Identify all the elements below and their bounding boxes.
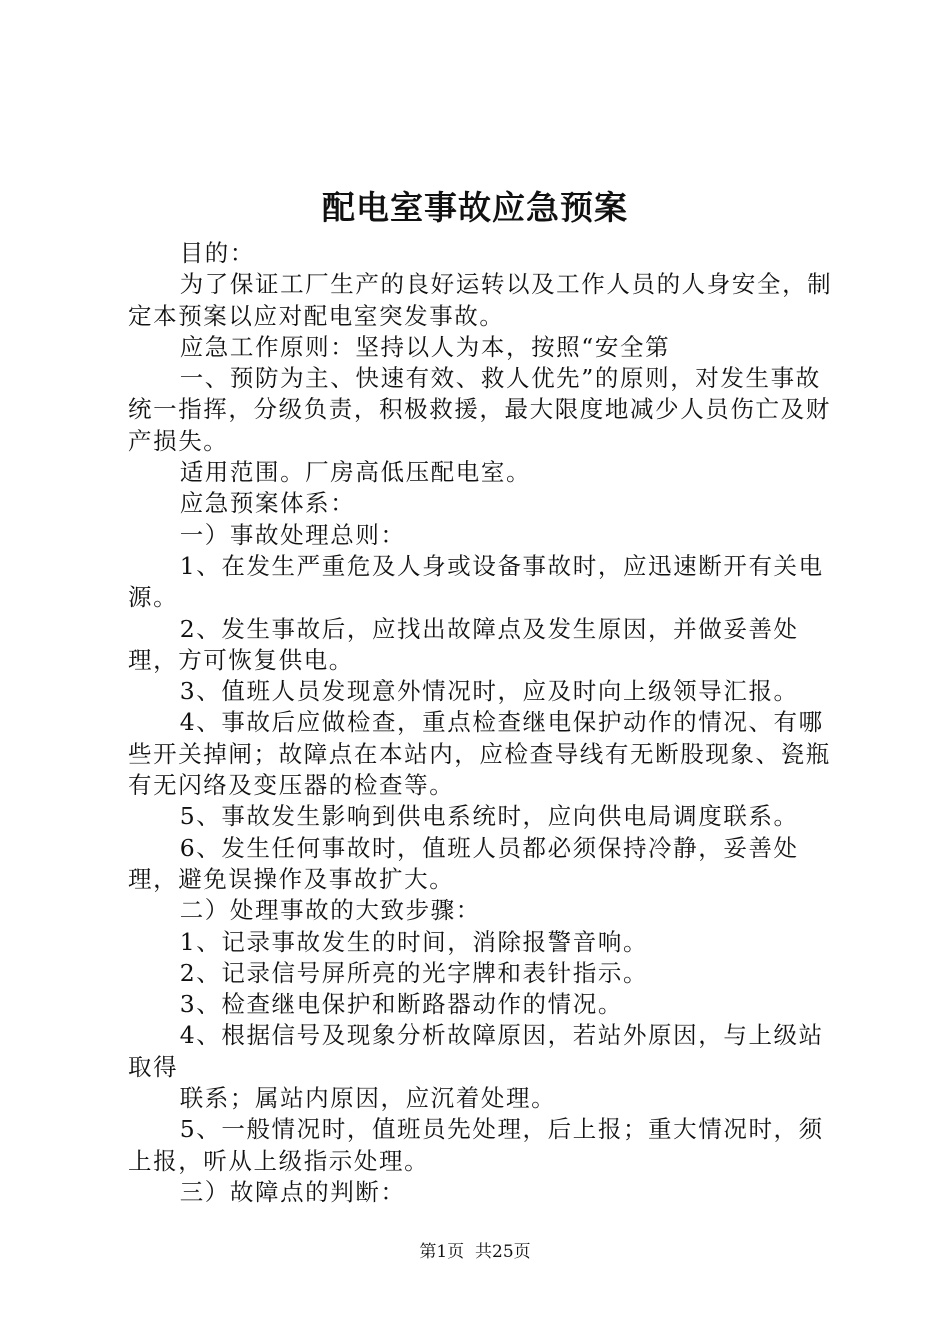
paragraph: 3、检查继电保护和断路器动作的情况。 xyxy=(179,990,623,1019)
paragraph: 1、记录事故发生的时间，消除报警音响。 xyxy=(179,927,649,956)
page-number: 第1页 xyxy=(419,1242,465,1262)
paragraph: 应急预案体系： xyxy=(179,489,356,518)
paragraph: 2、发生事故后，应找出故障点及发生原因，并做妥善处理，方可恢复供电。 xyxy=(128,614,799,674)
paragraph: 一）事故处理总则： xyxy=(179,520,406,549)
page-footer xyxy=(0,1241,950,1263)
paragraph: 一、预防为主、快速有效、救人优先”的原则，对发生事故统一指挥，分级负责，积极救援，最大限度地减少人员伤亡及财产损失。 xyxy=(128,364,831,455)
paragraph: 适用范围。厂房高低压配电室。 xyxy=(179,458,532,487)
paragraph: 5、事故发生影响到供电系统时，应向供电局调度联系。 xyxy=(179,802,799,831)
paragraph: 目的： xyxy=(179,239,255,267)
paragraph: 4、根据信号及现象分析故障原因，若站外原因，与上级站取得 xyxy=(128,1021,824,1081)
page-total: 共25页 xyxy=(475,1242,531,1262)
paragraph: 2、记录信号屏所亮的光字牌和表针指示。 xyxy=(179,958,649,987)
paragraph: 6、发生任何事故时，值班人员都必须保持冷静，妥善处理，避免误操作及事故扩大。 xyxy=(128,833,799,893)
paragraph: 为了保证工厂生产的良好运转以及工作人员的人身安全，制定本预案以应对配电室突发事故。 xyxy=(128,270,833,330)
paragraph: 5、一般情况时，值班员先处理，后上报；重大情况时，须上报，听从上级指示处理。 xyxy=(128,1115,824,1175)
paragraph: 二）处理事故的大致步骤： xyxy=(179,896,481,925)
paragraph: 3、值班人员发现意外情况时，应及时向上级领导汇报。 xyxy=(179,677,799,706)
paragraph: 1、在发生严重危及人身或设备事故时，应迅速断开有关电源。 xyxy=(128,551,824,612)
paragraph: 应急工作原则：坚持以人为本，按照“安全第 xyxy=(179,332,671,361)
paragraph: 4、事故后应做检查，重点检查继电保护动作的情况、有哪些开关掉闸；故障点在本站内，应检查导线有无断股现象、瓷瓶有无闪络及变压器的检查等。 xyxy=(128,708,831,800)
document-body xyxy=(128,238,840,1208)
paragraph: 三）故障点的判断： xyxy=(179,1177,406,1206)
document-title: 配电室事故应急预案 xyxy=(322,188,628,227)
footer-spacer xyxy=(464,1242,475,1262)
paragraph: 联系；属站内原因，应沉着处理。 xyxy=(179,1084,557,1113)
